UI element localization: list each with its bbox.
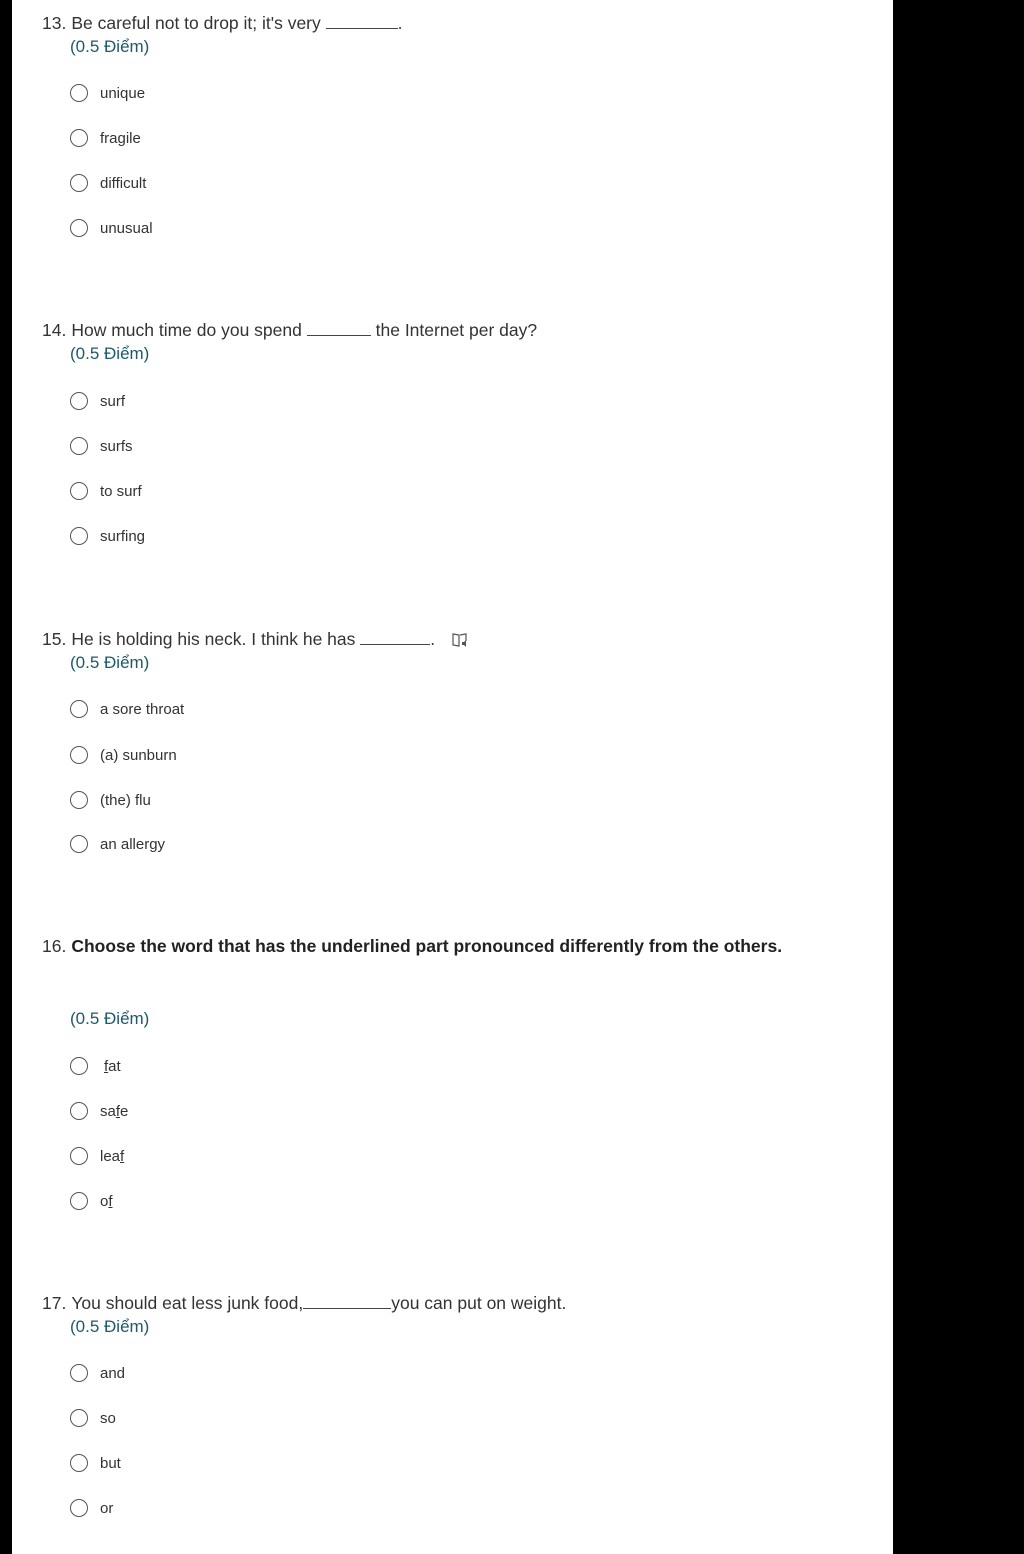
radio-button-icon[interactable]: [70, 1057, 88, 1075]
question-text-before: You should eat less junk food,: [71, 1293, 304, 1313]
option-label: unusual: [100, 219, 153, 237]
question-text-after: you can put on weight.: [391, 1293, 567, 1313]
option-label-after: e: [120, 1102, 129, 1120]
question-text-after: the Internet per day?: [375, 320, 538, 340]
option-label: surfing: [100, 527, 146, 545]
question-points: (0.5 Điểm): [70, 37, 150, 56]
question-text-after: .: [397, 13, 403, 33]
option-radio[interactable]: [70, 216, 153, 240]
question-text-after: .: [430, 629, 436, 649]
option-label: and: [100, 1364, 126, 1382]
option-label: a sore throat: [100, 700, 185, 718]
question-number: 13.: [42, 13, 67, 33]
option-label: but: [100, 1454, 121, 1472]
option-label-underlined: f: [104, 1057, 109, 1075]
question-points: (0.5 Điểm): [70, 653, 150, 672]
option-radio[interactable]: [70, 171, 146, 195]
black-margin: [893, 0, 1024, 1554]
question-text-before: How much time do you spend: [71, 320, 302, 340]
option-label: to surf: [100, 482, 142, 500]
option-radio[interactable]: [70, 81, 145, 105]
question-text: Choose the word that has the underlined part pronounced differently from the others.: [71, 936, 783, 956]
option-radio[interactable]: [70, 434, 133, 458]
option-radio[interactable]: [70, 1496, 113, 1520]
option-label: (the) flu: [100, 791, 151, 809]
question-text-before: Be careful not to drop it; it's very: [71, 13, 321, 33]
option-radio[interactable]: [70, 1099, 128, 1123]
immersive-reader-icon[interactable]: [452, 630, 468, 646]
option-radio[interactable]: [70, 697, 184, 721]
question-number: 15.: [42, 629, 67, 649]
quiz-page: [12, 0, 893, 1554]
option-label-before: sa: [100, 1102, 116, 1120]
answer-blank: [307, 321, 371, 336]
question-points: (0.5 Điểm): [70, 1317, 150, 1336]
option-radio[interactable]: [70, 1361, 125, 1385]
option-label: [100, 1193, 113, 1210]
option-label: surfs: [100, 437, 133, 455]
radio-button-icon[interactable]: [70, 437, 88, 455]
question-points: (0.5 Điểm): [70, 344, 150, 363]
answer-blank: [360, 630, 430, 645]
answer-blank: [326, 14, 398, 29]
radio-button-icon[interactable]: [70, 129, 88, 147]
question-title: [42, 1291, 566, 1315]
option-radio[interactable]: [70, 1451, 121, 1475]
radio-button-icon[interactable]: [70, 84, 88, 102]
option-radio[interactable]: [70, 126, 141, 150]
option-label-underlined: f: [115, 1102, 121, 1120]
option-radio[interactable]: [70, 788, 151, 812]
radio-button-icon[interactable]: [70, 1409, 88, 1427]
radio-button-icon[interactable]: [70, 1499, 88, 1517]
radio-button-icon[interactable]: [70, 527, 88, 545]
option-radio[interactable]: [70, 1406, 116, 1430]
option-label: [104, 1058, 121, 1075]
option-label: or: [100, 1499, 114, 1517]
question-number: 14.: [42, 320, 67, 340]
option-radio[interactable]: [70, 524, 145, 548]
option-label-underlined: f: [120, 1147, 125, 1165]
question-title: [42, 318, 537, 342]
option-radio[interactable]: [70, 389, 125, 413]
option-radio[interactable]: [70, 743, 177, 767]
option-radio[interactable]: [70, 1054, 121, 1078]
option-radio[interactable]: [70, 1144, 124, 1168]
question-title: [42, 11, 403, 35]
radio-button-icon[interactable]: [70, 791, 88, 809]
radio-button-icon[interactable]: [70, 482, 88, 500]
radio-button-icon[interactable]: [70, 1102, 88, 1120]
option-radio[interactable]: [70, 1189, 113, 1213]
option-label-after: at: [108, 1057, 121, 1075]
question-number: 16.: [42, 936, 67, 956]
option-label-before: lea: [100, 1147, 121, 1165]
option-label: [100, 1103, 128, 1120]
option-label: (a) sunburn: [100, 746, 177, 764]
option-label: fragile: [100, 129, 141, 147]
question-title: [42, 627, 468, 651]
option-label: unique: [100, 84, 146, 102]
radio-button-icon[interactable]: [70, 1192, 88, 1210]
question-points: (0.5 Điểm): [70, 1009, 150, 1028]
option-label: difficult: [100, 174, 147, 192]
option-radio[interactable]: [70, 832, 165, 856]
radio-button-icon[interactable]: [70, 392, 88, 410]
option-label: an allergy: [100, 835, 166, 853]
radio-button-icon[interactable]: [70, 1147, 88, 1165]
option-radio[interactable]: [70, 479, 142, 503]
radio-button-icon[interactable]: [70, 1454, 88, 1472]
question-number: 17.: [42, 1293, 67, 1313]
radio-button-icon[interactable]: [70, 746, 88, 764]
option-label-before: o: [100, 1192, 109, 1210]
radio-button-icon[interactable]: [70, 174, 88, 192]
answer-blank: [303, 1294, 391, 1309]
option-label: so: [100, 1409, 116, 1427]
radio-button-icon[interactable]: [70, 700, 88, 718]
option-label-underlined: f: [108, 1192, 113, 1210]
question-title: [42, 934, 782, 958]
radio-button-icon[interactable]: [70, 1364, 88, 1382]
question-text-before: He is holding his neck. I think he has: [71, 629, 356, 649]
option-label: [100, 1148, 124, 1165]
radio-button-icon[interactable]: [70, 219, 88, 237]
radio-button-icon[interactable]: [70, 835, 88, 853]
option-label: surf: [100, 392, 126, 410]
